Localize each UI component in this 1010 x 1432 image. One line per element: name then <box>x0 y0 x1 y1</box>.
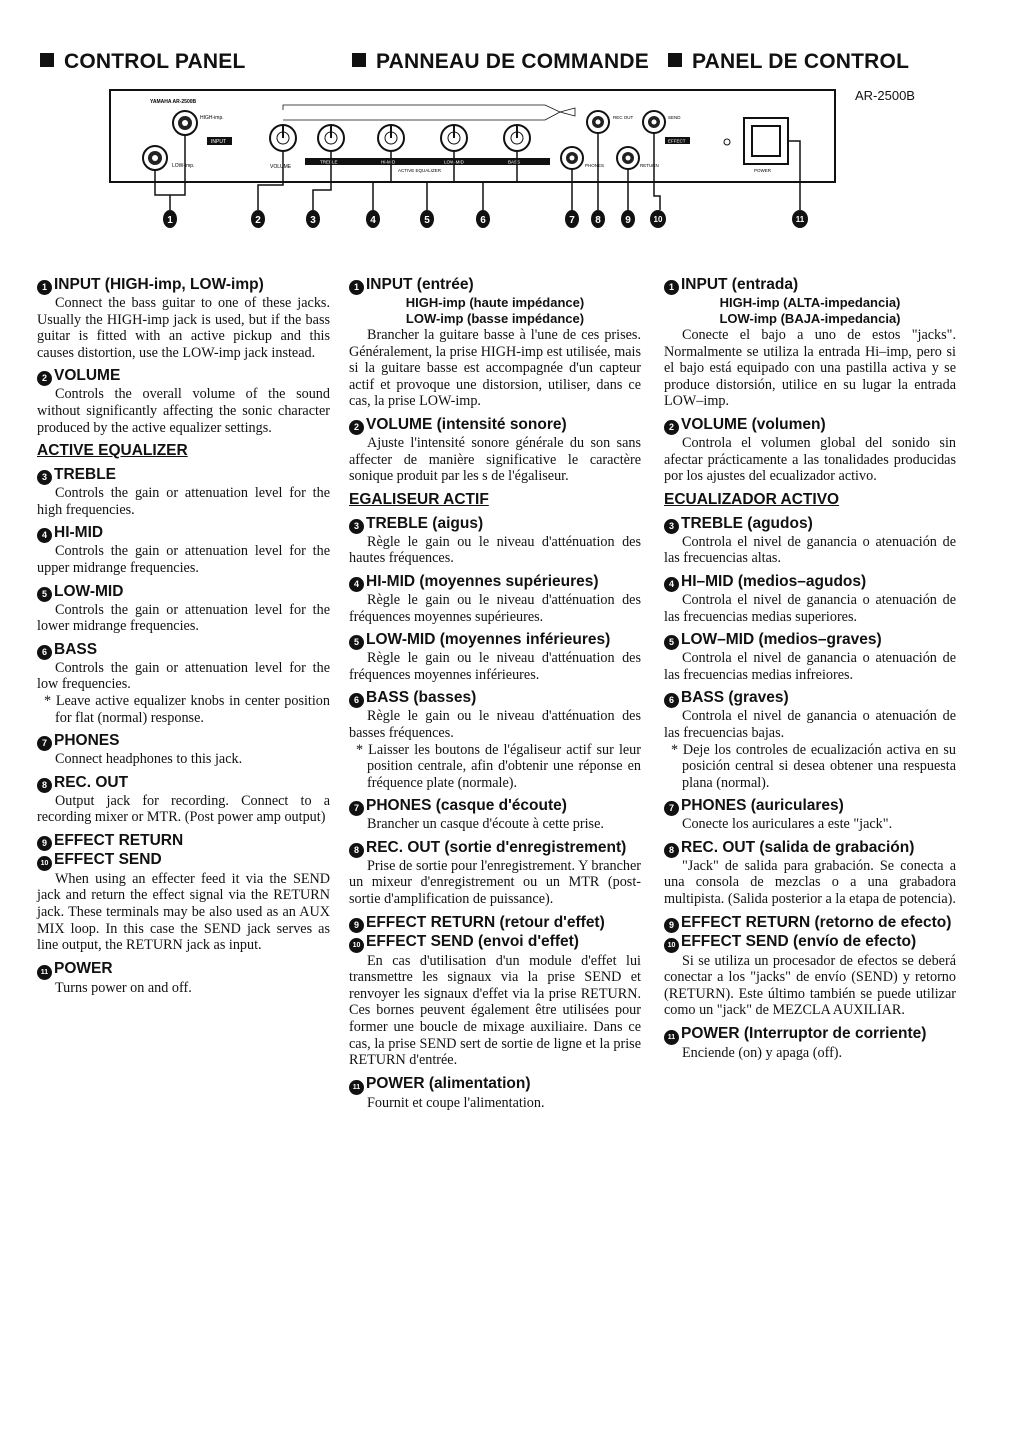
es-send-heading: 10 EFFECT SEND (envío de efecto) <box>664 933 956 953</box>
fr-treble-heading: 3 TREBLE (aigus) <box>349 515 641 534</box>
callout-6-icon: 6 <box>37 645 52 660</box>
fr-bass-heading: 6 BASS (basses) <box>349 689 641 708</box>
es-power-heading: 11 POWER (Interruptor de corriente) <box>664 1025 956 1045</box>
fr-return-heading: 9 EFFECT RETURN (retour d'effet) <box>349 914 641 933</box>
callout-5-icon: 5 <box>664 635 679 650</box>
phones-jack-icon <box>561 147 583 169</box>
callout-8-icon: 8 <box>37 778 52 793</box>
return-jack-icon <box>617 147 639 169</box>
en-phones-text: Connect headphones to this jack. <box>55 751 243 768</box>
svg-text:4: 4 <box>370 215 376 226</box>
column-english <box>37 276 330 996</box>
callout-4-icon: 4 <box>664 577 679 592</box>
bass-knob-icon <box>504 125 530 151</box>
high-imp-label: HIGH-imp. <box>200 115 224 121</box>
fr-himid-text: Règle le gain ou le niveau d'atténuation des fréquences moyennes supérieures. <box>349 591 641 625</box>
svg-text:TREBLE: TREBLE <box>320 159 338 165</box>
callout-2-icon: 2 <box>349 420 364 435</box>
svg-text:3: 3 <box>310 215 316 226</box>
low-imp-jack-icon <box>143 146 167 170</box>
es-treble-heading: 3 TREBLE (agudos) <box>664 515 956 534</box>
es-bass-heading: 6 BASS (graves) <box>664 689 956 708</box>
es-power-text: Enciende (on) y apaga (off). <box>682 1045 843 1062</box>
en-input-text: Connect the bass guitar to one of these jacks. Usually the HIGH-imp jack is used, but if the bass guitar is fitted with an active pickup and this causes distortion, use the LOW-imp jack instead. <box>37 295 330 361</box>
low-imp-label: LOW-imp. <box>172 163 195 169</box>
es-himid-heading: 4 HI–MID (medios–agudos) <box>664 573 956 592</box>
svg-text:9: 9 <box>625 215 631 226</box>
fr-phones-heading: 7 PHONES (casque d'écoute) <box>349 797 641 816</box>
svg-text:7: 7 <box>569 215 575 226</box>
callout-6-icon: 6 <box>664 693 679 708</box>
power-indicator-icon <box>724 139 730 145</box>
svg-text:10: 10 <box>653 215 663 224</box>
callout-10-icon: 10 <box>37 856 52 871</box>
svg-text:POWER: POWER <box>754 168 772 173</box>
callout-3-icon: 3 <box>349 519 364 534</box>
fr-input-text: Brancher la guitare basse à l'une de ces prises. Généralement, la prise HIGH-imp est utilisée, mais si la guitare basse est accompagnée d'un capteur actif et provoque une distorsion, utiliser, dans ce cas, la prise LOW-imp. <box>349 327 641 410</box>
fr-eq-note: * Laisser les boutons de l'égaliseur actif sur leur position centrale, afin d'obtenir une réponse en fréquence plate (normale). <box>356 741 641 791</box>
callout-7-icon: 7 <box>37 736 52 751</box>
en-effect-text: When using an effecter feed it via the SEND jack and return the effect signal via the RETURN jack. These terminals may be also used as an AUX MIX loop. In this case the SEND jack serves as line output, the RETURN jack as input. <box>37 870 330 954</box>
es-bass-text: Controla el nivel de ganancia o atenuación de las frecuencias bajas. <box>664 708 956 741</box>
callout-7-icon: 7 <box>664 801 679 816</box>
fr-himid-heading: 4 HI-MID (moyennes supérieures) <box>349 573 641 592</box>
callout-3-icon: 3 <box>37 470 52 485</box>
es-phones-heading: 7 PHONES (auriculares) <box>664 797 956 816</box>
brand-label: YAMAHA AR-2500B <box>150 99 197 105</box>
es-eq-section-title: ECUALIZADOR ACTIVO <box>664 490 840 508</box>
callout-10-icon: 10 <box>349 938 364 953</box>
callout-8-icon: 8 <box>349 843 364 858</box>
en-send-heading: 10 EFFECT SEND <box>37 851 330 871</box>
svg-text:BASS: BASS <box>508 159 521 165</box>
en-lowmid-text: Controls the gain or attenuation level for the lower midrange frequencies. <box>37 601 330 635</box>
rec-out-jack-icon <box>587 111 609 133</box>
control-panel-diagram <box>0 80 1010 255</box>
es-treble-text: Controla el nivel de ganancia o atenuación de las frecuencias altas. <box>664 533 956 567</box>
en-rec-heading: 8 REC. OUT <box>37 774 330 793</box>
callout-10-icon: 10 <box>664 938 679 953</box>
fr-input-sub2: LOW-imp (basse impédance) <box>405 311 585 326</box>
svg-text:LOW-MID: LOW-MID <box>444 159 464 165</box>
callout-8-icon: 8 <box>664 843 679 858</box>
treble-knob-icon <box>318 125 344 151</box>
callout-1-icon: 1 <box>349 280 364 295</box>
column-french <box>349 276 641 1111</box>
en-volume-text: Controls the overall volume of the sound without significantly affecting the sonic character produced by the active equalizer settings. <box>37 386 330 436</box>
es-input-heading: 1 INPUT (entrada) <box>664 276 956 295</box>
fr-input-heading: 1 INPUT (entrée) <box>349 276 641 295</box>
callout-9-icon: 9 <box>37 836 52 851</box>
callout-11-icon: 11 <box>349 1080 364 1095</box>
svg-text:11: 11 <box>795 215 805 224</box>
callout-2-icon: 2 <box>664 420 679 435</box>
header-panel-de-control: PANEL DE CONTROL <box>668 50 909 74</box>
callout-9-icon: 9 <box>664 918 679 933</box>
callout-4-icon: 4 <box>37 528 52 543</box>
svg-text:5: 5 <box>424 215 430 226</box>
en-phones-heading: 7 PHONES <box>37 732 330 751</box>
en-power-text: Turns power on and off. <box>55 979 192 996</box>
header-control-panel: CONTROL PANEL <box>40 50 246 74</box>
svg-text:PHONES: PHONES <box>585 163 605 168</box>
callout-1-icon: 1 <box>664 280 679 295</box>
callout-numbers <box>163 210 808 228</box>
fr-volume-text: Ajuste l'intensité sonore générale du son sans affecter de manière significative le caractère sonique produit par les s de l'égaliseur. <box>349 434 641 485</box>
es-lowmid-heading: 5 LOW–MID (medios–graves) <box>664 631 956 650</box>
es-return-heading: 9 EFFECT RETURN (retorno de efecto) <box>664 914 956 933</box>
input-label: INPUT <box>211 139 226 145</box>
fr-bass-text: Règle le gain ou le niveau d'atténuation des basses fréquences. <box>349 708 641 741</box>
es-eq-note: * Deje los controles de ecualización activa en su posición central si desea obtener una respuesta plana (normal). <box>671 741 956 791</box>
active-eq-label: ACTIVE EQUALIZER <box>398 168 442 173</box>
svg-text:RETURN: RETURN <box>640 163 659 168</box>
svg-text:2: 2 <box>255 215 261 226</box>
en-power-heading: 11 POWER <box>37 960 330 980</box>
en-treble-text: Controls the gain or attenuation level for the high frequencies. <box>37 485 330 518</box>
en-bass-heading: 6 BASS <box>37 641 330 660</box>
es-rec-text: "Jack" de salida para grabación. Se conecta a una consola de mezclas o a una grabadora multipista. (Salida posterior a la etapa de potencia). <box>664 857 956 908</box>
fr-power-heading: 11 POWER (alimentation) <box>349 1075 641 1095</box>
send-jack-icon <box>643 111 665 133</box>
callout-5-icon: 5 <box>349 635 364 650</box>
power-switch-icon <box>744 118 788 164</box>
en-volume-heading: 2 VOLUME <box>37 367 330 386</box>
model-label: AR-2500B <box>855 88 915 103</box>
en-rec-text: Output jack for recording. Connect to a recording mixer or MTR. (Post power amp output) <box>37 792 330 826</box>
callout-11-icon: 11 <box>37 965 52 980</box>
es-lowmid-text: Controla el nivel de ganancia o atenuación de las frecuencias medias infreiores. <box>664 650 956 683</box>
callout-1-icon: 1 <box>37 280 52 295</box>
svg-text:6: 6 <box>480 215 486 226</box>
es-himid-text: Controla el nivel de ganancia o atenuación de las frecuencias medias superiores. <box>664 591 956 625</box>
fr-power-text: Fournit et coupe l'alimentation. <box>367 1094 545 1111</box>
fr-input-sub1: HIGH-imp (haute impédance) <box>405 295 585 310</box>
es-volume-text: Controla el volumen global del sonido sin afectar prácticamente a las tonalidades producidas por los ajustes del ecualizador activo. <box>664 434 956 485</box>
callout-11-icon: 11 <box>664 1030 679 1045</box>
callout-5-icon: 5 <box>37 587 52 602</box>
low-mid-knob-icon <box>441 125 467 151</box>
fr-effect-text: En cas d'utilisation d'un module d'effet lui transmettre les signaux via la prise SEND et renvoyer les signaux d'effet via la prise RETURN. Ces bornes peuvent également être utilisées pour former une boucle de mixage auxiliaire. Dans ce cas, la prise SEND sert de sortie de ligne et la prise RETURN d'entrée. <box>349 952 641 1069</box>
callout-6-icon: 6 <box>349 693 364 708</box>
es-phones-text: Conecte los auriculares a este "jack". <box>682 816 893 833</box>
callout-4-icon: 4 <box>349 577 364 592</box>
svg-text:REC OUT: REC OUT <box>613 115 634 120</box>
es-input-sub2: LOW-imp (BAJA-impedancia) <box>719 311 901 326</box>
svg-text:EFFECT: EFFECT <box>668 138 686 144</box>
en-himid-text: Controls the gain or attenuation level for the upper midrange frequencies. <box>37 543 330 576</box>
en-input-heading: 1 INPUT (HIGH-imp, LOW-imp) <box>37 276 330 295</box>
callout-2-icon: 2 <box>37 371 52 386</box>
es-input-sub1: HIGH-imp (ALTA-impedancia) <box>719 295 901 310</box>
fr-eq-section-title: EGALISEUR ACTIF <box>349 490 489 508</box>
fr-lowmid-heading: 5 LOW-MID (moyennes inférieures) <box>349 631 641 650</box>
es-volume-heading: 2 VOLUME (volumen) <box>664 416 956 435</box>
header-panneau-de-commande: PANNEAU DE COMMANDE <box>352 50 649 74</box>
volume-knob-icon <box>270 125 296 151</box>
fr-rec-text: Prise de sortie pour l'enregistrement. Y brancher un mixeur d'enregistrement ou un MTR (post-sortie d'amplification de puissance). <box>349 857 641 908</box>
en-treble-heading: 3 TREBLE <box>37 466 330 485</box>
svg-text:SEND: SEND <box>668 115 681 120</box>
callout-7-icon: 7 <box>349 801 364 816</box>
en-lowmid-heading: 5 LOW-MID <box>37 583 330 602</box>
callout-3-icon: 3 <box>664 519 679 534</box>
svg-text:8: 8 <box>595 215 601 226</box>
svg-text:1: 1 <box>167 215 173 226</box>
en-bass-text: Controls the gain or attenuation level for the low frequencies. <box>37 659 330 693</box>
volume-label: VOLUME <box>270 164 292 170</box>
hi-mid-knob-icon <box>378 125 404 151</box>
fr-phones-text: Brancher un casque d'écoute à cette prise. <box>367 816 604 833</box>
fr-send-heading: 10 EFFECT SEND (envoi d'effet) <box>349 933 641 953</box>
svg-text:HI-MID: HI-MID <box>381 159 396 165</box>
en-eq-section-title: ACTIVE EQUALIZER <box>37 442 188 460</box>
es-rec-heading: 8 REC. OUT (salida de grabación) <box>664 839 956 858</box>
en-return-heading: 9 EFFECT RETURN <box>37 832 330 851</box>
fr-lowmid-text: Règle le gain ou le niveau d'atténuation des fréquences moyennes inférieures. <box>349 650 641 683</box>
en-himid-heading: 4 HI-MID <box>37 524 330 543</box>
es-input-text: Conecte el bajo a uno de estos "jacks". Normalmente se utiliza la entrada Hi–imp, pero si el bajo está equipado con una pastilla activa y se produce distorsión, utilice en su lugar la entrada LOW–imp. <box>664 327 956 410</box>
column-spanish <box>664 276 956 1062</box>
high-imp-jack-icon <box>173 111 197 135</box>
fr-treble-text: Règle le gain ou le niveau d'atténuation des hautes fréquences. <box>349 533 641 567</box>
es-effect-text: Si se utiliza un procesador de efectos se deberá conectar a los "jacks" de envío (SEND) y retorno (RETURN). Este último también se puede utilizar como un "jack" de MEZCLA AUXILIAR. <box>664 952 956 1019</box>
en-eq-note: * Leave active equalizer knobs in center position for flat (normal) response. <box>44 692 330 726</box>
fr-rec-heading: 8 REC. OUT (sortie d'enregistrement) <box>349 839 641 858</box>
fr-volume-heading: 2 VOLUME (intensité sonore) <box>349 416 641 435</box>
callout-9-icon: 9 <box>349 918 364 933</box>
panel-outline <box>110 90 835 182</box>
